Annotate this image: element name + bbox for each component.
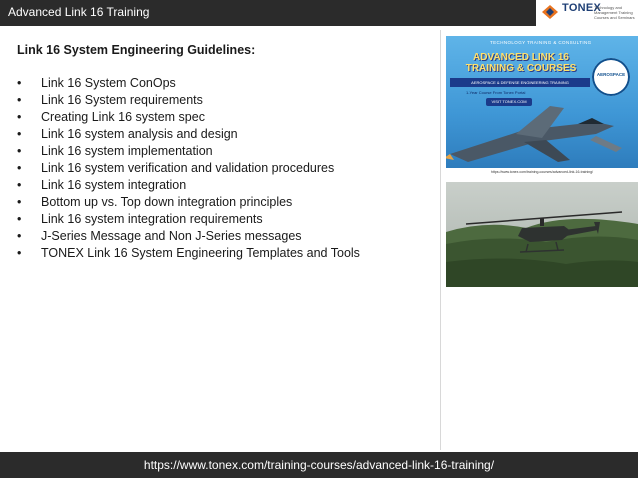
section-heading: Link 16 System Engineering Guidelines: bbox=[17, 43, 256, 57]
list-item: • J-Series Message and Non J-Series messages bbox=[17, 228, 360, 245]
column-divider bbox=[440, 30, 441, 450]
list-item: • Link 16 System ConOps bbox=[17, 75, 360, 92]
advanced-link16-ad-banner[interactable] bbox=[446, 36, 638, 177]
tonex-logo[interactable] bbox=[536, 0, 638, 26]
page-title: Advanced Link 16 Training bbox=[8, 5, 150, 19]
ad-url-text: https://www.tonex.com/training-courses/advanced-link-16-training/ bbox=[446, 168, 638, 177]
list-item: • Link 16 system implementation bbox=[17, 143, 360, 160]
badge-label: AEROSPACE bbox=[596, 72, 626, 77]
ad-title-line2: TRAINING & COURSES bbox=[465, 63, 577, 74]
list-item: • Link 16 system verification and validation procedures bbox=[17, 160, 360, 177]
fighter-jet-icon bbox=[446, 96, 638, 168]
list-item: • Link 16 system integration bbox=[17, 177, 360, 194]
list-item: • Link 16 system integration requirements bbox=[17, 211, 360, 228]
visit-tonex-button[interactable]: VISIT TONEX.COM bbox=[486, 98, 532, 106]
logo-tagline: Technology and Management Training Courses and Seminars bbox=[594, 5, 635, 20]
tonex-logo-icon bbox=[540, 3, 560, 21]
ad-header-text: TECHNOLOGY TRAINING & CONSULTING bbox=[490, 40, 592, 45]
ad-title bbox=[446, 52, 596, 74]
logo-name: TONEX bbox=[562, 2, 602, 14]
list-item: • Link 16 System requirements bbox=[17, 92, 360, 109]
header-bar bbox=[0, 0, 638, 26]
list-item: • Link 16 system analysis and design bbox=[17, 126, 360, 143]
footer-bar bbox=[0, 452, 638, 478]
aerospace-badge bbox=[592, 58, 630, 96]
helicopter-photo bbox=[446, 182, 638, 287]
list-item: • Bottom up vs. Top down integration principles bbox=[17, 194, 360, 211]
ad-subtitle: 1-Year Course From Tonex Portal bbox=[466, 90, 526, 95]
ad-title-line1: ADVANCED LINK 16 bbox=[473, 52, 569, 63]
helicopter-icon bbox=[446, 182, 638, 287]
list-item: • Creating Link 16 system spec bbox=[17, 109, 360, 126]
list-item: • TONEX Link 16 System Engineering Templates and Tools bbox=[17, 245, 360, 262]
ad-category-strip: AEROSPACE & DEFENSE ENGINEERING TRAINING bbox=[450, 78, 590, 87]
guideline-list bbox=[17, 75, 360, 262]
footer-url-link[interactable]: https://www.tonex.com/training-courses/advanced-link-16-training/ bbox=[143, 458, 495, 472]
